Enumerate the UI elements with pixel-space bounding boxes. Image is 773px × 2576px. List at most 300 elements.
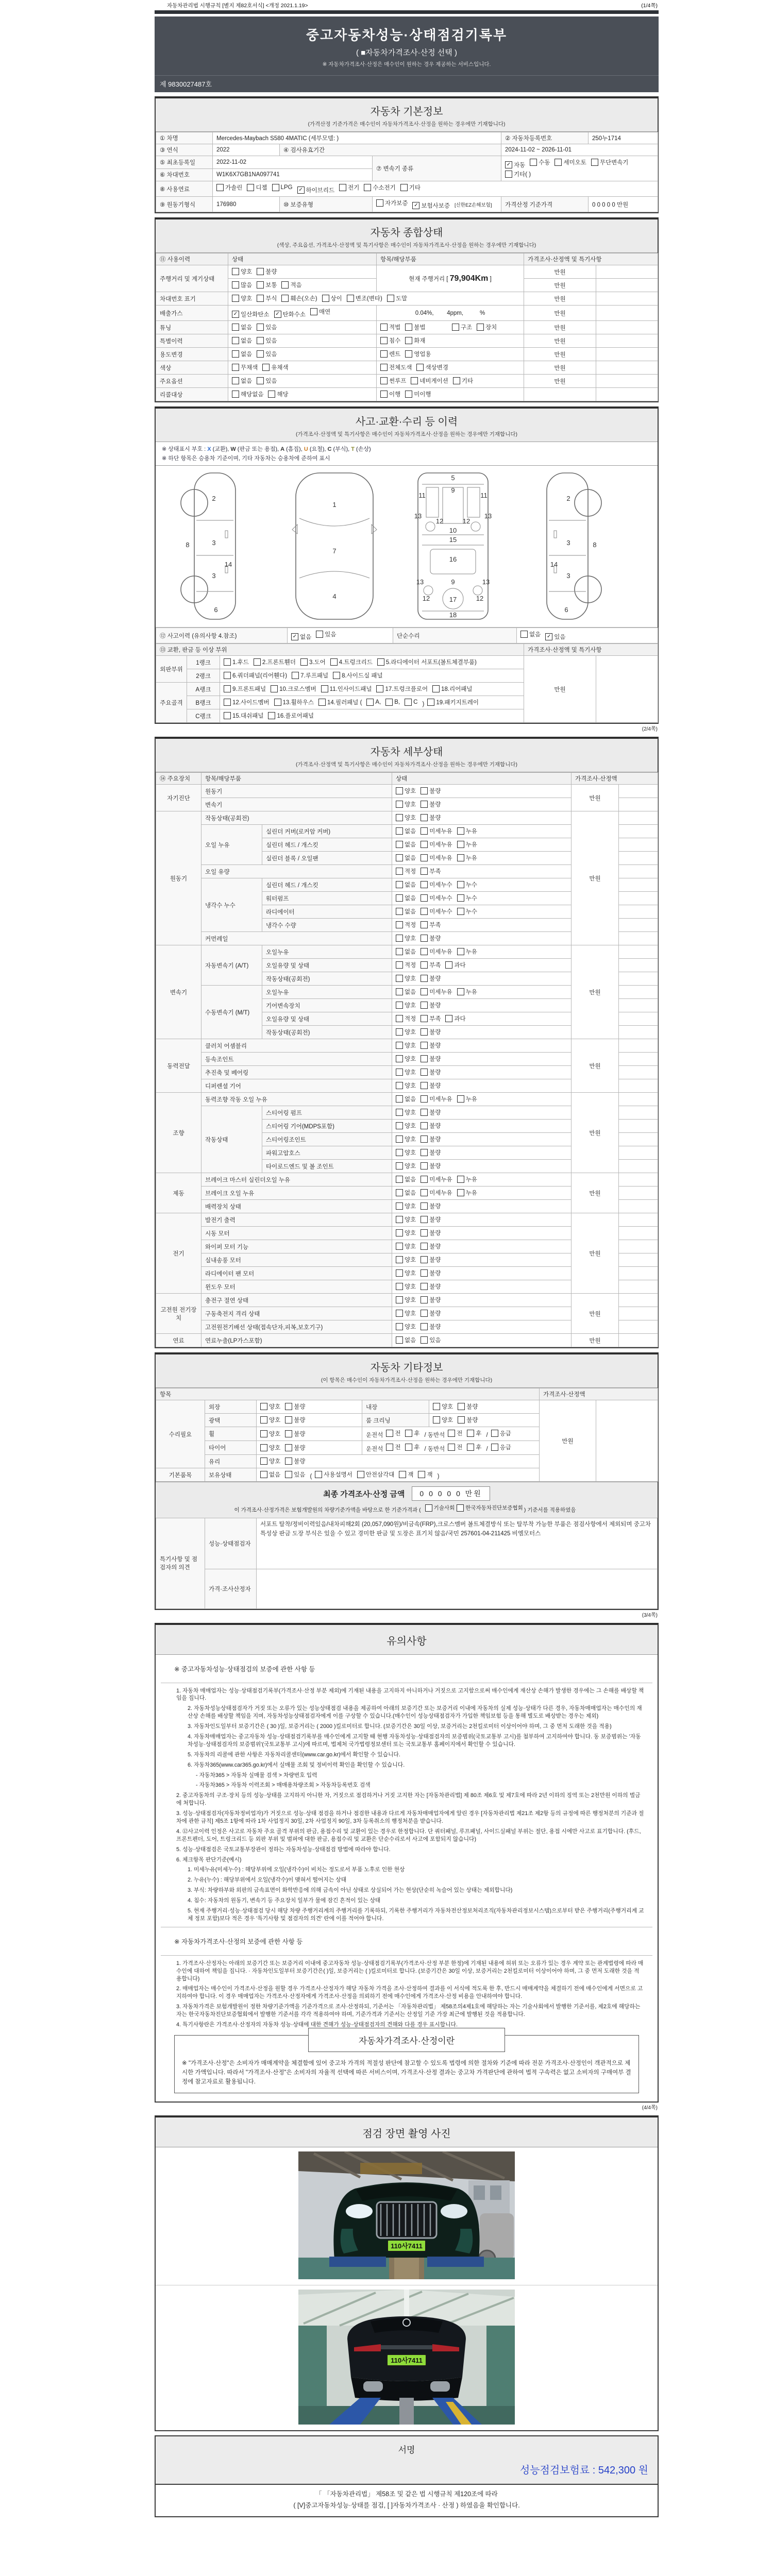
checkbox-box-icon (396, 1015, 403, 1022)
checkbox-box-icon (421, 1269, 428, 1277)
price-cell: 만원 (572, 1039, 619, 1093)
diagram-panel-number: 1 (332, 501, 337, 509)
checkbox-unchecked[interactable] (385, 699, 400, 706)
checkbox-unchecked[interactable] (396, 1014, 416, 1023)
checkbox-unchecked[interactable] (396, 1148, 416, 1157)
state-options (392, 1012, 572, 1026)
checkbox-unchecked[interactable] (285, 1416, 305, 1424)
checkbox-unchecked[interactable] (453, 377, 473, 385)
checkbox-unchecked[interactable] (405, 1429, 419, 1437)
checkbox-checked[interactable] (232, 310, 270, 318)
device-group-label: 변속기 (156, 945, 201, 1039)
checkbox-unchecked[interactable] (380, 390, 400, 398)
checkbox-label: 17.트렁크플로어 (385, 686, 428, 692)
checkbox-unchecked[interactable] (318, 698, 362, 706)
checkbox-unchecked[interactable] (285, 1444, 305, 1452)
checkbox-unchecked[interactable] (387, 294, 407, 302)
checkbox-unchecked[interactable] (421, 814, 441, 822)
checkbox-unchecked[interactable] (416, 363, 448, 371)
checkbox-unchecked[interactable] (421, 934, 441, 942)
checkbox-unchecked[interactable] (457, 947, 477, 956)
checkbox-unchecked[interactable] (457, 827, 477, 835)
checkbox-unchecked[interactable] (232, 363, 258, 371)
checkbox-unchecked[interactable] (591, 158, 629, 166)
main-option-detail (377, 375, 524, 388)
checkbox-unchecked[interactable] (257, 336, 277, 345)
checkbox-unchecked[interactable] (247, 183, 267, 192)
checkbox-unchecked[interactable] (477, 323, 497, 331)
checkbox-unchecked[interactable] (421, 921, 441, 929)
checkbox-unchecked[interactable] (396, 1028, 416, 1036)
checkbox-unchecked[interactable] (232, 336, 252, 345)
rankA-label: A랭크 (187, 683, 220, 696)
section-notice (155, 1623, 659, 2103)
checkbox-unchecked[interactable] (421, 1068, 441, 1076)
checkbox-unchecked[interactable] (448, 1443, 462, 1451)
checkbox-unchecked[interactable] (386, 1429, 400, 1437)
checkbox-label: 없음 (405, 949, 416, 955)
checkbox-unchecked[interactable] (380, 363, 412, 371)
checkbox-unchecked[interactable] (457, 840, 477, 849)
legend-symbol: X (207, 446, 211, 452)
checkbox-unchecked[interactable] (396, 1242, 416, 1250)
checkbox-unchecked[interactable] (260, 1416, 280, 1424)
checkbox-unchecked[interactable] (427, 698, 479, 706)
checkbox-unchecked[interactable] (257, 377, 277, 385)
checkbox-unchecked[interactable] (530, 158, 550, 166)
checkbox-box-icon (421, 854, 428, 861)
device-group-label: 동력전달 (156, 1039, 201, 1093)
diagram-panel-number: 6 (564, 606, 568, 614)
checkbox-label: 누유 (465, 949, 477, 955)
checkbox-unchecked[interactable] (421, 787, 441, 795)
checkbox-unchecked[interactable] (421, 840, 452, 849)
checkbox-unchecked[interactable] (396, 1055, 416, 1063)
checkbox-unchecked[interactable] (396, 1122, 416, 1130)
checkbox-unchecked[interactable] (232, 350, 252, 358)
diagram-panel-number: 12 (476, 595, 484, 602)
checkbox-unchecked[interactable] (274, 698, 314, 706)
checkbox-unchecked[interactable] (364, 183, 395, 192)
checkbox-unchecked[interactable] (421, 907, 452, 916)
checkbox-unchecked[interactable] (445, 961, 465, 969)
checkbox-box-icon (421, 988, 428, 995)
checkbox-box-icon (467, 1430, 474, 1437)
checkbox-box-icon: ✓ (297, 187, 305, 194)
checkbox-unchecked[interactable] (224, 671, 287, 680)
checkbox-label: 전 (395, 1431, 401, 1437)
checkbox-unchecked[interactable] (257, 294, 277, 302)
notice-item: 5. 성능·상태점검은 국토교통부장관이 정하는 자동차성능·상태점검 방법에 따라야 합니다. (176, 1846, 391, 1853)
checkbox-unchecked[interactable] (321, 685, 372, 693)
checkbox-unchecked[interactable] (396, 1189, 416, 1197)
checkbox-unchecked[interactable] (396, 961, 416, 969)
item-label: 브레이크 오일 누유 (201, 1187, 392, 1200)
checkbox-unchecked[interactable] (448, 1429, 462, 1437)
checkbox-unchecked[interactable] (316, 630, 336, 638)
checkbox-unchecked[interactable] (260, 1402, 280, 1411)
checkbox-unchecked[interactable] (421, 1055, 441, 1063)
checkbox-unchecked[interactable] (457, 907, 477, 916)
checkbox-box-icon (380, 364, 388, 371)
checkbox-unchecked[interactable] (421, 1175, 452, 1183)
checkbox-unchecked[interactable] (396, 867, 416, 875)
checkbox-unchecked[interactable] (292, 671, 328, 680)
checkbox-unchecked[interactable] (433, 1416, 453, 1424)
checkbox-unchecked[interactable] (405, 350, 431, 358)
checkbox-unchecked[interactable] (232, 294, 252, 302)
checkbox-unchecked[interactable] (452, 323, 472, 331)
checkbox-unchecked[interactable] (458, 1402, 478, 1411)
checkbox-unchecked[interactable] (405, 1443, 419, 1451)
checkbox-unchecked[interactable] (421, 894, 452, 902)
checkbox-unchecked[interactable] (399, 1470, 413, 1479)
checkbox-unchecked[interactable] (421, 1108, 441, 1116)
notice-item: 5. 자동차의 리콜에 관한 사항은 자동차리콜센터(www.car.go.kr)에서 확인할 수 있습니다. (188, 1751, 400, 1758)
checkbox-unchecked[interactable] (421, 1336, 441, 1344)
checkbox-unchecked[interactable] (458, 1416, 478, 1424)
checkbox-unchecked[interactable] (421, 1215, 441, 1224)
checkbox-unchecked[interactable] (376, 199, 408, 207)
checkbox-label: 보험사보증 (421, 203, 450, 209)
document-header (155, 16, 659, 92)
checkbox-unchecked[interactable] (411, 377, 448, 385)
etc-title: 자동차 기타정보 (370, 1362, 443, 1374)
checkbox-unchecked[interactable] (386, 1443, 400, 1451)
notice-item: 1. 자동차 매매업자는 성능·상태점검기록부(가격조사·산정 부분 제외)에 기재된 내용을 고지하지 아니하거나 거짓으로 고지함으로써 매수인에게 재산상 손해가 발생한 경우에는 그 손해를 배상할 책임을 집니다. (176, 1687, 644, 1702)
checkbox-checked[interactable] (505, 161, 525, 169)
checkbox-unchecked[interactable] (232, 323, 252, 331)
checkbox-unchecked[interactable] (421, 1001, 441, 1009)
table-row (156, 306, 658, 321)
checkbox-unchecked[interactable] (272, 184, 293, 191)
checkbox-unchecked[interactable] (421, 974, 441, 982)
checkbox-unchecked[interactable] (396, 1081, 416, 1090)
checkbox-unchecked[interactable] (457, 854, 477, 862)
checkbox-label: 4.트렁크리드 (339, 659, 373, 666)
checkbox-unchecked[interactable] (396, 1309, 416, 1317)
checkbox-unchecked[interactable] (418, 1470, 432, 1479)
checkbox-unchecked[interactable] (322, 294, 342, 302)
checkbox-unchecked[interactable] (260, 1457, 280, 1465)
checkbox-unchecked[interactable] (347, 294, 382, 302)
checkbox-unchecked[interactable] (457, 1175, 477, 1183)
checkbox-label: 불량 (294, 1417, 306, 1423)
checkbox-unchecked[interactable] (421, 1269, 441, 1277)
current-mileage (377, 265, 524, 292)
checkbox-label: 있음 (429, 1337, 441, 1344)
state-options (392, 1120, 572, 1133)
notice-item: 4. 침수: 자동차의 원동기, 변속기 등 주요장치 일부가 물에 잠긴 흔적이 있는 상태 (188, 1897, 381, 1904)
checkbox-unchecked[interactable] (257, 281, 277, 289)
checkbox-unchecked[interactable] (281, 281, 301, 289)
checkbox-box-icon (457, 854, 464, 861)
checkbox-unchecked[interactable] (421, 1309, 441, 1317)
checkbox-unchecked[interactable] (257, 350, 277, 358)
checkbox-unchecked[interactable] (396, 1068, 416, 1076)
text-fragment: ) (422, 701, 425, 707)
checkbox-label: 자가보증 (385, 200, 408, 207)
checkbox-unchecked[interactable] (380, 377, 406, 385)
checkbox-unchecked[interactable] (254, 658, 296, 666)
checkbox-unchecked[interactable] (505, 170, 531, 178)
checkbox-unchecked[interactable] (271, 685, 316, 693)
checkbox-unchecked[interactable] (377, 658, 477, 666)
checkbox-unchecked[interactable] (421, 1256, 441, 1264)
checkbox-unchecked[interactable] (421, 1323, 441, 1331)
checkbox-unchecked[interactable] (396, 934, 416, 942)
checkbox-unchecked[interactable] (285, 1470, 305, 1479)
checkbox-unchecked[interactable] (232, 267, 252, 276)
checkbox-box-icon (386, 1430, 393, 1437)
checkbox-unchecked[interactable] (224, 698, 270, 706)
checkbox-unchecked[interactable] (433, 1402, 453, 1411)
checkbox-unchecked[interactable] (285, 1457, 305, 1465)
checkbox-box-icon (445, 1015, 452, 1022)
checkbox-unchecked[interactable] (457, 1095, 477, 1103)
checkbox-unchecked[interactable] (376, 685, 428, 693)
item-label: 작동상태(공회전) (262, 972, 392, 986)
checkbox-label: 양호 (405, 1056, 416, 1062)
checkbox-unchecked[interactable] (421, 1028, 441, 1036)
checkbox-unchecked[interactable] (457, 894, 477, 902)
checkbox-box-icon (274, 699, 281, 706)
checkbox-unchecked[interactable] (380, 336, 400, 345)
checkbox-unchecked[interactable] (396, 907, 416, 916)
checkbox-unchecked[interactable] (257, 323, 277, 331)
checkbox-box-icon (396, 801, 403, 808)
checkbox-label: 하이브리드 (306, 188, 335, 194)
table-row (156, 181, 658, 197)
col-device: ⑭ 주요장치 (156, 773, 201, 785)
checkbox-label: 불량 (265, 269, 277, 275)
checkbox-unchecked[interactable] (396, 1135, 416, 1143)
remark-cell (596, 292, 658, 306)
checkbox-unchecked[interactable] (396, 1282, 416, 1291)
checkbox-unchecked[interactable] (396, 1202, 416, 1210)
checkbox-box-icon (396, 1202, 403, 1210)
checkbox-unchecked[interactable] (432, 685, 472, 693)
rankB-items (220, 696, 524, 709)
checkbox-unchecked[interactable] (268, 711, 314, 720)
checkbox-unchecked[interactable] (300, 658, 326, 666)
checkbox-unchecked[interactable] (285, 1402, 305, 1411)
checkbox-label: 부족 (429, 869, 441, 875)
checkbox-unchecked[interactable] (396, 840, 416, 849)
checkbox-unchecked[interactable] (224, 685, 266, 693)
checkbox-unchecked[interactable] (421, 1242, 441, 1250)
checkbox-unchecked[interactable] (467, 1443, 481, 1451)
checkbox-unchecked[interactable] (396, 787, 416, 795)
checkbox-unchecked[interactable] (421, 880, 452, 889)
checkbox-unchecked[interactable] (330, 658, 373, 666)
checkbox-unchecked[interactable] (396, 1162, 416, 1170)
checkbox-unchecked[interactable] (421, 800, 441, 808)
checkbox-unchecked[interactable] (405, 323, 425, 331)
checkbox-unchecked[interactable] (396, 1001, 416, 1009)
checkbox-checked[interactable] (545, 633, 565, 641)
checkbox-box-icon (232, 324, 239, 331)
checkbox-unchecked[interactable] (421, 961, 441, 969)
checkbox-unchecked[interactable] (396, 880, 416, 889)
checkbox-unchecked[interactable] (396, 894, 416, 902)
checkbox-unchecked[interactable] (421, 1282, 441, 1291)
checkbox-checked[interactable] (291, 633, 311, 641)
checkbox-box-icon (232, 337, 239, 344)
state-options (392, 852, 572, 865)
checkbox-checked[interactable] (297, 186, 335, 194)
checkbox-unchecked[interactable] (260, 1430, 280, 1438)
checkbox-checked[interactable] (412, 201, 450, 210)
checkbox-box-icon (421, 1095, 428, 1103)
checkbox-unchecked[interactable] (554, 158, 586, 166)
checkbox-label: 미세누유 (429, 828, 452, 835)
possession-label: 보유상태 (205, 1468, 257, 1482)
state-options (392, 798, 572, 811)
checkbox-label: 양호 (405, 1244, 416, 1250)
checkbox-unchecked[interactable] (396, 974, 416, 982)
checkbox-label: 부족 (429, 962, 441, 969)
checkbox-unchecked[interactable] (421, 854, 452, 862)
checkbox-box-icon (399, 1471, 406, 1478)
checkbox-box-icon (452, 324, 459, 331)
checkbox-label: 네비게이션 (419, 378, 448, 384)
checkbox-label: 전기 (348, 185, 360, 191)
checkbox-unchecked[interactable] (357, 1470, 395, 1479)
checkbox-unchecked[interactable] (232, 281, 252, 289)
checkbox-box-icon (421, 921, 428, 928)
device-group-label: 고전원 전기장치 (156, 1294, 201, 1334)
checkbox-box-icon (421, 1310, 428, 1317)
checkbox-label: 누수 (465, 909, 477, 915)
state-options (392, 1280, 572, 1294)
checkbox-unchecked[interactable] (396, 1336, 416, 1344)
checkbox-unchecked[interactable] (366, 699, 381, 706)
checkbox-unchecked[interactable] (396, 1095, 416, 1103)
checkbox-label: 양호 (405, 1324, 416, 1330)
checkbox-unchecked[interactable] (396, 800, 416, 808)
checkbox-unchecked[interactable] (396, 814, 416, 822)
checkbox-unchecked[interactable] (396, 1269, 416, 1277)
item-label: 작동상태(공회전) (201, 811, 392, 825)
checkbox-unchecked[interactable] (421, 1202, 441, 1210)
checkbox-unchecked[interactable] (396, 1229, 416, 1237)
checkbox-unchecked[interactable] (260, 1470, 280, 1479)
checkbox-unchecked[interactable] (457, 880, 477, 889)
notice-item: 2. 매매업자는 매수인이 가격조사·산정을 원할 경우 가격조사·산정자가 해당 자동차 가격을 조사·산정하여 결과를 이 서식에 적도록 한 후, 반드시 매매계약을 체결하기 전에 매수인에게 서면으로 고지하여야 합니다. 이 경우 매매업자는 가격조사·산정자에게 가격조사·산정을 의뢰하기 전에 매수인에게 가격조사·산정 비용을 안내하여야 합니다. (176, 1986, 643, 2000)
checkbox-unchecked[interactable] (281, 294, 317, 302)
checkbox-box-icon (421, 1015, 428, 1022)
checkbox-unchecked[interactable] (396, 827, 416, 835)
notice-item: 6. 체크항목 판단기준(예시) (176, 1856, 242, 1863)
checkbox-unchecked[interactable] (491, 1443, 511, 1451)
checkbox-unchecked[interactable] (421, 1122, 441, 1130)
checkbox-unchecked[interactable] (333, 671, 382, 680)
mileage-value: 79,904Km (449, 274, 489, 283)
notice-item: 4. ⑫사고이력 인정은 사고로 자동차 주요 골격 부위의 판금, 용접수리 및 교환이 있는 경우로 한정합니다. 단 쿼터패널, 루프패널, 사이드실패널 부위는 절단, 용접 시에만 사고로 표기합니다. (후드, 프론트펜더, 도어, 트렁크리드 등 외판 부위 및 범퍼에 대한 판금, 용접수리 및 교환은 단순수리로서 사고에 포함되지 않습니다) (176, 1828, 641, 1842)
checkbox-unchecked[interactable] (400, 183, 421, 192)
checkbox-unchecked[interactable] (457, 988, 477, 996)
checkbox-unchecked[interactable] (491, 1429, 511, 1437)
checkbox-unchecked[interactable] (421, 867, 441, 875)
checkbox-unchecked[interactable] (232, 390, 263, 398)
checkbox-unchecked[interactable] (405, 699, 417, 706)
checkbox-unchecked[interactable] (268, 390, 288, 398)
checkbox-label: 양호 (405, 1297, 416, 1303)
checkbox-unchecked[interactable] (262, 363, 288, 371)
page-marker-1: (1/4쪽) (641, 3, 658, 9)
checkbox-box-icon (421, 827, 428, 835)
checkbox-unchecked[interactable] (216, 183, 242, 192)
checkbox-unchecked[interactable] (285, 1430, 305, 1438)
section-basic-info (155, 96, 659, 213)
state-options (392, 1227, 572, 1240)
state-options (392, 1106, 572, 1120)
checkbox-unchecked[interactable] (421, 1162, 441, 1170)
checkbox-checked[interactable] (274, 310, 306, 318)
checkbox-unchecked[interactable] (339, 183, 359, 192)
checkbox-unchecked[interactable] (421, 947, 452, 956)
checkbox-unchecked[interactable] (467, 1429, 481, 1437)
checkbox-unchecked[interactable] (421, 1148, 441, 1157)
checkbox-unchecked[interactable] (520, 630, 541, 638)
checkbox-unchecked[interactable] (405, 336, 425, 345)
checkbox-unchecked[interactable] (315, 1470, 352, 1479)
checkbox-unchecked[interactable] (396, 1296, 416, 1304)
checkbox-unchecked[interactable] (396, 1256, 416, 1264)
checkbox-unchecked[interactable] (421, 1135, 441, 1143)
checkbox-unchecked[interactable] (421, 1041, 441, 1049)
checkbox-unchecked[interactable] (396, 854, 416, 862)
item-label: 고전원전기배선 상태(접속단자,피복,보호기구) (201, 1320, 392, 1334)
checkbox-unchecked[interactable] (425, 1504, 455, 1512)
checkbox-unchecked[interactable] (310, 308, 330, 316)
checkbox-unchecked[interactable] (457, 1189, 477, 1197)
checkbox-unchecked[interactable] (396, 1175, 416, 1183)
checkbox-unchecked[interactable] (224, 658, 249, 666)
checkbox-unchecked[interactable] (421, 1189, 452, 1197)
checkbox-unchecked[interactable] (421, 1296, 441, 1304)
checkbox-unchecked[interactable] (421, 827, 452, 835)
checkbox-unchecked[interactable] (396, 1323, 416, 1331)
checkbox-unchecked[interactable] (421, 1095, 452, 1103)
checkbox-unchecked[interactable] (405, 390, 431, 398)
checkbox-unchecked[interactable] (257, 267, 277, 276)
checkbox-unchecked[interactable] (457, 1504, 523, 1512)
checkbox-unchecked[interactable] (224, 711, 263, 720)
checkbox-unchecked[interactable] (260, 1444, 280, 1452)
remark-cell (619, 932, 658, 945)
checkbox-unchecked[interactable] (380, 350, 400, 358)
checkbox-unchecked[interactable] (396, 988, 416, 996)
state-options (392, 838, 572, 852)
checkbox-unchecked[interactable] (396, 1108, 416, 1116)
col-price: 가격조사·산정액 (540, 1388, 658, 1400)
checkbox-unchecked[interactable] (421, 1229, 441, 1237)
checkbox-unchecked[interactable] (396, 947, 416, 956)
checkbox-unchecked[interactable] (396, 921, 416, 929)
checkbox-unchecked[interactable] (396, 1041, 416, 1049)
checkbox-unchecked[interactable] (232, 377, 252, 385)
checkbox-box-icon (216, 184, 224, 191)
checkbox-unchecked[interactable] (380, 323, 400, 331)
checkbox-unchecked[interactable] (421, 1081, 441, 1090)
checkbox-unchecked[interactable] (396, 1215, 416, 1224)
checkbox-unchecked[interactable] (421, 988, 452, 996)
checkbox-unchecked[interactable] (421, 1014, 441, 1023)
checkbox-unchecked[interactable] (445, 1014, 465, 1023)
checkbox-box-icon (405, 337, 412, 344)
